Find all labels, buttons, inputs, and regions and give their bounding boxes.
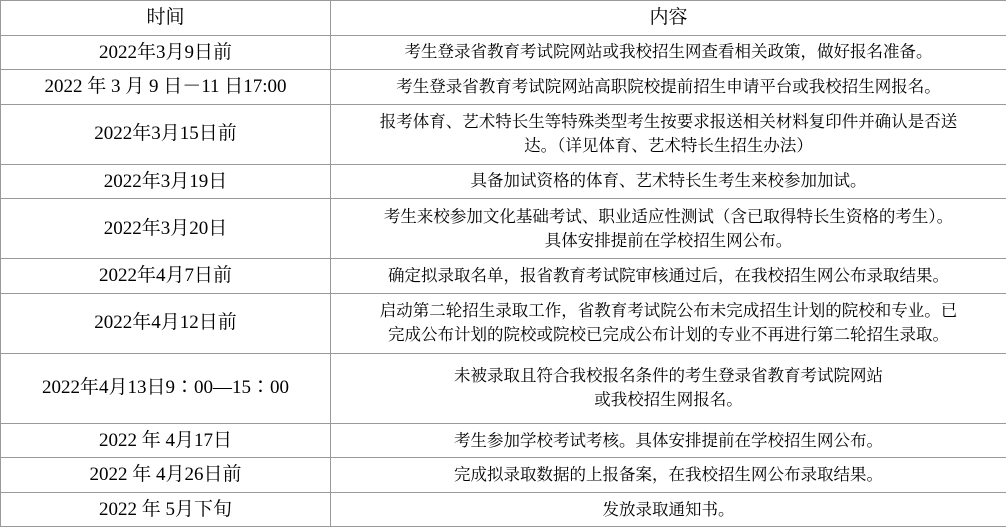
- content-line: 未被录取且符合我校报名条件的考生登录省教育考试院网站: [454, 366, 883, 386]
- cell-time: 2022 年 3 月 9 日－11 日17:00: [1, 70, 331, 105]
- cell-time: 2022年3月19日: [1, 164, 331, 199]
- table-row: [1, 164, 1006, 199]
- table-row: [1, 259, 1006, 294]
- table-header-row: [1, 1, 1006, 36]
- content-line: 完成拟录取数据的上报备案，在我校招生网公布录取结果。: [454, 465, 883, 485]
- cell-time: 2022年3月20日: [1, 199, 331, 259]
- content-line: 启动第二轮招生录取工作，省教育考试院公布未完成招生计划的院校和专业。已: [379, 301, 958, 321]
- cell-content: [331, 353, 1006, 423]
- cell-time: 2022年3月15日前: [1, 104, 331, 164]
- cell-content: [331, 458, 1006, 493]
- content-line: 考生登录省教育考试院网站高职院校提前招生申请平台或我校招生网报名。: [396, 76, 941, 96]
- cell-content: [331, 35, 1006, 70]
- column-header-content: 内容: [331, 1, 1006, 36]
- table-body: [1, 35, 1006, 527]
- table-row: [1, 199, 1006, 259]
- content-line: 完成公布计划的院校或院校已完成公布计划的专业不再进行第二轮招生录取。: [388, 325, 949, 345]
- table-row: [1, 458, 1006, 493]
- cell-content: [331, 104, 1006, 164]
- cell-time: 2022 年 4月17日: [1, 423, 331, 458]
- table-row: [1, 423, 1006, 458]
- content-line: 报考体育、艺术特长生等特殊类型考生按要求报送相关材料复印件并确认是否送: [379, 112, 958, 132]
- cell-time: 2022年4月13日9∶00—15∶00: [1, 353, 331, 423]
- cell-content: [331, 293, 1006, 353]
- table-row: [1, 70, 1006, 105]
- cell-content: [331, 70, 1006, 105]
- content-line: 或我校招生网报名。: [594, 390, 743, 410]
- content-line: 具备加试资格的体育、艺术特长生考生来校参加加试。: [470, 171, 867, 191]
- table-row: [1, 104, 1006, 164]
- content-line: 达。（详见体育、艺术特长生招生办法）: [524, 136, 813, 156]
- cell-content: [331, 423, 1006, 458]
- cell-time: 2022年4月12日前: [1, 293, 331, 353]
- cell-content: [331, 164, 1006, 199]
- content-line: 考生来校参加文化基础考试、职业适应性测试（含已取得特长生资格的考生）。: [383, 206, 954, 226]
- content-line: 具体安排提前在学校招生网公布。: [544, 230, 793, 250]
- cell-content: [331, 492, 1006, 527]
- table-header: [1, 1, 1006, 36]
- table-row: [1, 353, 1006, 423]
- table-row: [1, 492, 1006, 527]
- content-line: 发放录取通知书。: [602, 499, 735, 519]
- cell-content: [331, 199, 1006, 259]
- content-line: 确定拟录取名单，报省教育考试院审核通过后，在我校招生网公布录取结果。: [388, 266, 949, 285]
- cell-time: 2022年3月9日前: [1, 35, 331, 70]
- content-line: 考生参加学校考试考核。具体安排提前在学校招生网公布。: [454, 430, 883, 450]
- column-header-time: 时间: [1, 1, 331, 36]
- cell-content: [331, 259, 1006, 294]
- cell-time: 2022年4月7日前: [1, 259, 331, 294]
- cell-time: 2022 年 5月下旬: [1, 492, 331, 527]
- cell-time: 2022 年 4月26日前: [1, 458, 331, 493]
- table-row: [1, 293, 1006, 353]
- table-row: [1, 35, 1006, 70]
- content-line: 考生登录省教育考试院网站或我校招生网查看相关政策，做好报名准备。: [404, 42, 933, 62]
